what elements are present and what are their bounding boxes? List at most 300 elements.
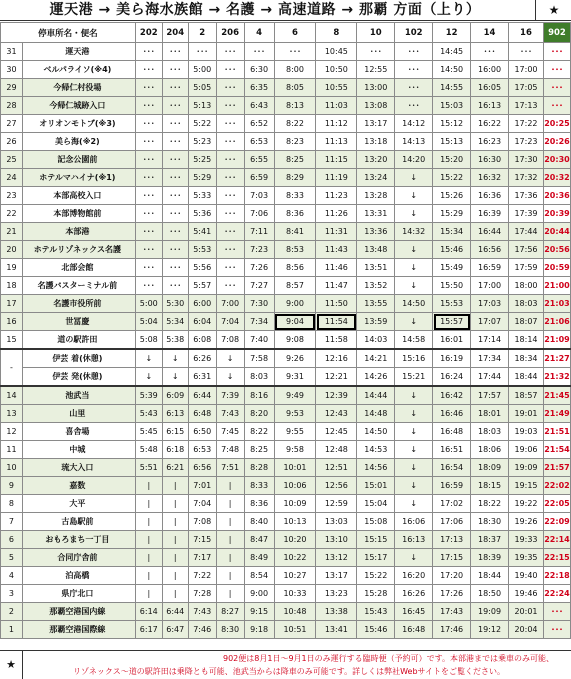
time-cell: 8:05 xyxy=(274,79,316,97)
table-row xyxy=(1,621,571,639)
stop-name: 池武当 xyxy=(22,386,135,405)
time-cell: 6:15 xyxy=(162,423,188,441)
time-cell: 6:35 xyxy=(244,79,274,97)
time-cell: 6:31 xyxy=(188,368,216,387)
time-cell: 18:00 xyxy=(509,277,544,295)
time-cell: 10:45 xyxy=(316,43,357,61)
table-row xyxy=(1,115,571,133)
time-cell: 8:22 xyxy=(244,423,274,441)
time-cell: 6:47 xyxy=(162,621,188,639)
time-cell: 6:56 xyxy=(188,459,216,477)
time-cell: 19:22 xyxy=(509,495,544,513)
time-cell: ･･･ xyxy=(162,97,188,115)
time-cell: 19:09 xyxy=(471,603,509,621)
time-cell: ･･･ xyxy=(395,43,433,61)
time-cell: 9:15 xyxy=(244,603,274,621)
time-cell: 7:39 xyxy=(216,386,244,405)
time-cell: 16:32 xyxy=(471,169,509,187)
time-cell: 16:56 xyxy=(471,241,509,259)
time-cell: 7:51 xyxy=(216,459,244,477)
time-cell: 6:13 xyxy=(162,405,188,423)
time-cell: ･･･ xyxy=(216,133,244,151)
time-cell: 11:19 xyxy=(316,169,357,187)
time-cell: 14:56 xyxy=(357,459,395,477)
table-row xyxy=(1,223,571,241)
table-row xyxy=(1,79,571,97)
time-cell: ↓ xyxy=(395,405,433,423)
time-cell: 16:30 xyxy=(471,151,509,169)
time-cell: 21:57 xyxy=(543,459,570,477)
stop-number: 7 xyxy=(1,513,23,531)
time-cell: 17:44 xyxy=(509,223,544,241)
time-cell: ↓ xyxy=(135,368,162,387)
time-cell: 5:38 xyxy=(162,331,188,350)
time-cell: ↓ xyxy=(395,386,433,405)
time-cell: 5:30 xyxy=(162,295,188,313)
time-cell: 12:51 xyxy=(316,459,357,477)
time-cell: 13:51 xyxy=(357,259,395,277)
star-marker: ★ xyxy=(535,0,571,20)
time-cell: 7:11 xyxy=(244,223,274,241)
time-cell: | xyxy=(135,477,162,495)
time-cell: 19:26 xyxy=(509,513,544,531)
time-cell: ･･･ xyxy=(543,621,570,639)
stop-name: 世冨慶 xyxy=(22,313,135,331)
time-cell: ↓ xyxy=(395,477,433,495)
time-cell: ･･･ xyxy=(216,223,244,241)
time-cell: 22:15 xyxy=(543,549,570,567)
time-cell: 18:34 xyxy=(509,349,544,368)
time-cell: ･･･ xyxy=(216,79,244,97)
time-cell: 19:09 xyxy=(509,459,544,477)
time-cell: 16:20 xyxy=(395,567,433,585)
time-cell: 14:44 xyxy=(357,386,395,405)
time-cell: 10:48 xyxy=(274,603,316,621)
table-row xyxy=(1,495,571,513)
stop-name: 名護バスターミナル前 xyxy=(22,277,135,295)
time-cell: ･･･ xyxy=(395,61,433,79)
time-cell: ↓ xyxy=(216,349,244,368)
time-cell: ･･･ xyxy=(216,241,244,259)
stop-number: 3 xyxy=(1,585,23,603)
time-cell: 10:33 xyxy=(274,585,316,603)
time-cell: 5:25 xyxy=(188,151,216,169)
time-cell: 17:00 xyxy=(509,61,544,79)
table-row xyxy=(1,313,571,331)
header-trip: 16 xyxy=(509,23,544,43)
timetable xyxy=(0,22,571,639)
time-cell: | xyxy=(162,513,188,531)
time-cell: 15:15 xyxy=(357,531,395,549)
time-cell: 7:27 xyxy=(244,277,274,295)
time-cell: 18:03 xyxy=(471,423,509,441)
time-cell: ･･･ xyxy=(135,223,162,241)
time-cell: 9:58 xyxy=(274,441,316,459)
time-cell: 19:03 xyxy=(509,423,544,441)
time-cell: ↓ xyxy=(162,349,188,368)
time-cell: 7:00 xyxy=(216,295,244,313)
title-bar xyxy=(0,0,571,21)
time-cell: 5:00 xyxy=(135,295,162,313)
time-cell: 5:23 xyxy=(188,133,216,151)
time-cell: 17:03 xyxy=(471,295,509,313)
header-trip: 2 xyxy=(188,23,216,43)
time-cell: 13:31 xyxy=(357,205,395,223)
stop-name: 古島駅前 xyxy=(22,513,135,531)
time-cell: 8:27 xyxy=(216,603,244,621)
time-cell: 7:43 xyxy=(188,603,216,621)
time-cell: 14:55 xyxy=(433,79,471,97)
time-cell: 15:21 xyxy=(395,368,433,387)
time-cell: 17:20 xyxy=(433,567,471,585)
time-cell: 8:22 xyxy=(274,115,316,133)
time-cell: 15:29 xyxy=(433,205,471,223)
time-cell: 17:00 xyxy=(471,277,509,295)
time-cell: 5:45 xyxy=(135,423,162,441)
time-cell: 13:00 xyxy=(357,79,395,97)
time-cell: 8:03 xyxy=(244,368,274,387)
time-cell: 8:25 xyxy=(244,441,274,459)
time-cell: 6:08 xyxy=(188,331,216,350)
time-cell: 15:12 xyxy=(433,115,471,133)
time-cell: 17:30 xyxy=(509,151,544,169)
time-cell: | xyxy=(135,495,162,513)
stop-name: 那覇空港国内線 xyxy=(22,603,135,621)
stop-name: 那覇空港国際線 xyxy=(22,621,135,639)
time-cell: ↓ xyxy=(395,313,433,331)
time-cell: 8:33 xyxy=(244,477,274,495)
time-cell: 22:02 xyxy=(543,477,570,495)
time-cell: 18:57 xyxy=(509,386,544,405)
table-row xyxy=(1,459,571,477)
stop-name: おもろまち一丁目 xyxy=(22,531,135,549)
header-stop-name: 停車所名・便名 xyxy=(1,23,136,43)
time-cell: 8:40 xyxy=(244,513,274,531)
stop-name: 泊高橋 xyxy=(22,567,135,585)
table-row xyxy=(1,513,571,531)
time-cell: ･･･ xyxy=(162,79,188,97)
time-cell: 17:59 xyxy=(509,259,544,277)
time-cell: ↓ xyxy=(162,368,188,387)
time-cell: 7:22 xyxy=(188,567,216,585)
time-cell: 16:59 xyxy=(471,259,509,277)
time-cell: 5:57 xyxy=(188,277,216,295)
time-cell: 5:43 xyxy=(135,405,162,423)
time-cell: 6:14 xyxy=(135,603,162,621)
stop-number: 21 xyxy=(1,223,23,241)
time-cell: 18:01 xyxy=(471,405,509,423)
time-cell: ･･･ xyxy=(162,259,188,277)
time-cell: ･･･ xyxy=(216,43,244,61)
time-cell: 11:46 xyxy=(316,259,357,277)
time-cell: 19:06 xyxy=(509,441,544,459)
time-cell: | xyxy=(216,495,244,513)
time-cell: 17:34 xyxy=(471,349,509,368)
time-cell: ･･･ xyxy=(509,43,544,61)
time-cell: ↓ xyxy=(395,549,433,567)
time-cell: 22:24 xyxy=(543,585,570,603)
time-cell: ･･･ xyxy=(162,169,188,187)
time-cell: ･･･ xyxy=(135,79,162,97)
header-trip: 902 xyxy=(543,23,570,43)
time-cell: 15:46 xyxy=(433,241,471,259)
stop-name: 美ら海(※2) xyxy=(22,133,135,151)
stop-number: 10 xyxy=(1,459,23,477)
time-cell: 21:54 xyxy=(543,441,570,459)
stop-name: 運天港 xyxy=(22,43,135,61)
stop-name: 合同庁舎前 xyxy=(22,549,135,567)
stop-name: 山里 xyxy=(22,405,135,423)
time-cell: 7:04 xyxy=(216,313,244,331)
time-cell: 13:48 xyxy=(357,241,395,259)
time-cell: 20:36 xyxy=(543,187,570,205)
time-cell: 6:48 xyxy=(188,405,216,423)
page-title: 運天港 → 美ら海水族館 → 名護 → 高速道路 → 那覇 方面（上り） xyxy=(49,2,481,18)
stop-name: 本部高校入口 xyxy=(22,187,135,205)
time-cell: 16:22 xyxy=(471,115,509,133)
footer-note-2: リゾネックス～道の駅許田は乗降とも可能、池武当からは降車のみ可能です。詳しくは弊社Webサイトをご覧ください。 xyxy=(73,667,505,676)
time-cell: 14:48 xyxy=(357,405,395,423)
time-cell: 5:48 xyxy=(135,441,162,459)
table-row xyxy=(1,259,571,277)
time-cell: 7:15 xyxy=(188,531,216,549)
time-cell: | xyxy=(162,495,188,513)
time-cell: 16:59 xyxy=(433,477,471,495)
time-cell: 21:45 xyxy=(543,386,570,405)
time-cell: 9:55 xyxy=(274,423,316,441)
stop-name: ホテルリゾネックス名護 xyxy=(22,241,135,259)
time-cell: 12:55 xyxy=(357,61,395,79)
time-cell: 10:50 xyxy=(316,61,357,79)
time-cell: 13:17 xyxy=(357,115,395,133)
time-cell: 21:51 xyxy=(543,423,570,441)
time-cell: 8:56 xyxy=(274,259,316,277)
time-cell: 15:53 xyxy=(433,295,471,313)
table-row xyxy=(1,585,571,603)
time-cell: 12:56 xyxy=(316,477,357,495)
time-cell: 5:22 xyxy=(188,115,216,133)
time-cell: ･･･ xyxy=(543,603,570,621)
table-row xyxy=(1,603,571,621)
time-cell: 7:23 xyxy=(244,241,274,259)
stop-name: 県庁北口 xyxy=(22,585,135,603)
stop-number: 26 xyxy=(1,133,23,151)
time-cell: 11:50 xyxy=(316,295,357,313)
time-cell: ･･･ xyxy=(274,43,316,61)
time-cell: 16:51 xyxy=(433,441,471,459)
time-cell: ･･･ xyxy=(543,61,570,79)
time-cell: ･･･ xyxy=(135,277,162,295)
time-cell: ･･･ xyxy=(395,79,433,97)
time-cell: 16:45 xyxy=(395,603,433,621)
time-cell: 6:00 xyxy=(188,295,216,313)
time-cell: 16:36 xyxy=(471,187,509,205)
time-cell: 9:08 xyxy=(274,331,316,350)
time-cell: ↓ xyxy=(216,368,244,387)
time-cell: 16:13 xyxy=(471,97,509,115)
time-cell: 13:36 xyxy=(357,223,395,241)
time-cell: 7:43 xyxy=(216,405,244,423)
time-cell: 21:49 xyxy=(543,405,570,423)
stop-name: 琉大入口 xyxy=(22,459,135,477)
time-cell: 14:50 xyxy=(357,423,395,441)
time-cell: 20:01 xyxy=(509,603,544,621)
time-cell: 9:53 xyxy=(274,405,316,423)
time-cell: 8:54 xyxy=(244,567,274,585)
time-cell: 9:04 xyxy=(274,313,316,331)
time-cell: 8:23 xyxy=(274,133,316,151)
time-cell: 8:25 xyxy=(274,151,316,169)
time-cell: 12:43 xyxy=(316,405,357,423)
time-cell: 11:47 xyxy=(316,277,357,295)
header-trip: 4 xyxy=(244,23,274,43)
time-cell: 13:55 xyxy=(357,295,395,313)
time-cell: 15:13 xyxy=(433,133,471,151)
time-cell: 8:41 xyxy=(274,223,316,241)
time-cell: 17:32 xyxy=(509,169,544,187)
time-cell: 8:13 xyxy=(274,97,316,115)
time-cell: 7:28 xyxy=(188,585,216,603)
header-trip: 10 xyxy=(357,23,395,43)
time-cell: 17:13 xyxy=(509,97,544,115)
stop-number: 11 xyxy=(1,441,23,459)
time-cell: 21:06 xyxy=(543,313,570,331)
time-cell: 18:15 xyxy=(471,477,509,495)
time-cell: 18:30 xyxy=(471,513,509,531)
time-cell: 15:08 xyxy=(357,513,395,531)
time-cell: 11:31 xyxy=(316,223,357,241)
time-cell: ･･･ xyxy=(216,205,244,223)
time-cell: 17:56 xyxy=(509,241,544,259)
time-cell: 13:59 xyxy=(357,313,395,331)
time-cell: | xyxy=(162,531,188,549)
time-cell: 15:04 xyxy=(357,495,395,513)
table-row xyxy=(1,205,571,223)
time-cell: 6:44 xyxy=(162,603,188,621)
time-cell: ↓ xyxy=(395,441,433,459)
time-cell: ･･･ xyxy=(543,97,570,115)
header-trip: 14 xyxy=(471,23,509,43)
time-cell: 13:12 xyxy=(316,549,357,567)
time-cell: ↓ xyxy=(395,241,433,259)
table-row xyxy=(1,349,571,368)
time-cell: 14:58 xyxy=(395,331,433,350)
time-cell: 14:53 xyxy=(357,441,395,459)
time-cell: ･･･ xyxy=(216,187,244,205)
table-row xyxy=(1,187,571,205)
stop-number: 4 xyxy=(1,567,23,585)
time-cell: 17:26 xyxy=(433,585,471,603)
stop-number: 13 xyxy=(1,405,23,423)
stop-number: 20 xyxy=(1,241,23,259)
time-cell: 14:12 xyxy=(395,115,433,133)
time-cell: 6:43 xyxy=(244,97,274,115)
stop-number: 30 xyxy=(1,61,23,79)
time-cell: 20:30 xyxy=(543,151,570,169)
time-cell: 7:17 xyxy=(188,549,216,567)
time-cell: 15:16 xyxy=(395,349,433,368)
time-cell: 16:48 xyxy=(395,621,433,639)
stop-name: 記念公園前 xyxy=(22,151,135,169)
time-cell: 9:26 xyxy=(274,349,316,368)
stop-name: ベルパライソ(※4) xyxy=(22,61,135,79)
stop-name: 中城 xyxy=(22,441,135,459)
time-cell: 15:01 xyxy=(357,477,395,495)
time-cell: 16:42 xyxy=(433,386,471,405)
time-cell: ･･･ xyxy=(216,115,244,133)
time-cell: 5:41 xyxy=(188,223,216,241)
time-cell: 16:26 xyxy=(395,585,433,603)
time-cell: 19:01 xyxy=(509,405,544,423)
time-cell: 17:13 xyxy=(433,531,471,549)
time-cell: 5:00 xyxy=(188,61,216,79)
stop-name: 本部港 xyxy=(22,223,135,241)
table-row xyxy=(1,151,571,169)
time-cell: 11:12 xyxy=(316,115,357,133)
time-cell: 10:13 xyxy=(274,513,316,531)
stop-number: - xyxy=(1,349,23,386)
time-cell: 6:26 xyxy=(188,349,216,368)
time-cell: 8:30 xyxy=(216,621,244,639)
time-cell: 9:00 xyxy=(274,295,316,313)
time-cell: 13:03 xyxy=(316,513,357,531)
stop-number: 12 xyxy=(1,423,23,441)
time-cell: 18:37 xyxy=(471,531,509,549)
table-row xyxy=(1,277,571,295)
time-cell: 18:14 xyxy=(509,331,544,350)
time-cell: 17:07 xyxy=(471,313,509,331)
time-cell: 7:03 xyxy=(244,187,274,205)
time-cell: 7:40 xyxy=(244,331,274,350)
time-cell: 5:08 xyxy=(135,331,162,350)
time-cell: 17:06 xyxy=(433,513,471,531)
time-cell: 21:27 xyxy=(543,349,570,368)
time-cell: 17:05 xyxy=(509,79,544,97)
time-cell: 7:45 xyxy=(216,423,244,441)
time-cell: 15:34 xyxy=(433,223,471,241)
time-cell: 10:27 xyxy=(274,567,316,585)
time-cell: | xyxy=(216,477,244,495)
header-row xyxy=(1,23,571,43)
stop-number: 14 xyxy=(1,386,23,405)
time-cell: 12:45 xyxy=(316,423,357,441)
time-cell: | xyxy=(135,585,162,603)
time-cell: 18:07 xyxy=(509,313,544,331)
time-cell: 16:54 xyxy=(433,459,471,477)
time-cell: 10:01 xyxy=(274,459,316,477)
time-cell: 16:01 xyxy=(433,331,471,350)
time-cell: 6:55 xyxy=(244,151,274,169)
time-cell: 22:05 xyxy=(543,495,570,513)
time-cell: ↓ xyxy=(395,277,433,295)
time-cell: 13:23 xyxy=(316,585,357,603)
time-cell: 16:13 xyxy=(395,531,433,549)
time-cell: 17:22 xyxy=(509,115,544,133)
table-row xyxy=(1,549,571,567)
time-cell: 22:18 xyxy=(543,567,570,585)
time-cell: 7:08 xyxy=(216,331,244,350)
time-cell: 10:55 xyxy=(316,79,357,97)
time-cell: ↓ xyxy=(395,259,433,277)
time-cell: 13:17 xyxy=(316,567,357,585)
time-cell: ･･･ xyxy=(135,241,162,259)
time-cell: 14:32 xyxy=(395,223,433,241)
stop-number: 9 xyxy=(1,477,23,495)
time-cell: 9:49 xyxy=(274,386,316,405)
stop-name: ホテルマハイナ(※1) xyxy=(22,169,135,187)
table-row xyxy=(1,97,571,115)
time-cell: 11:23 xyxy=(316,187,357,205)
